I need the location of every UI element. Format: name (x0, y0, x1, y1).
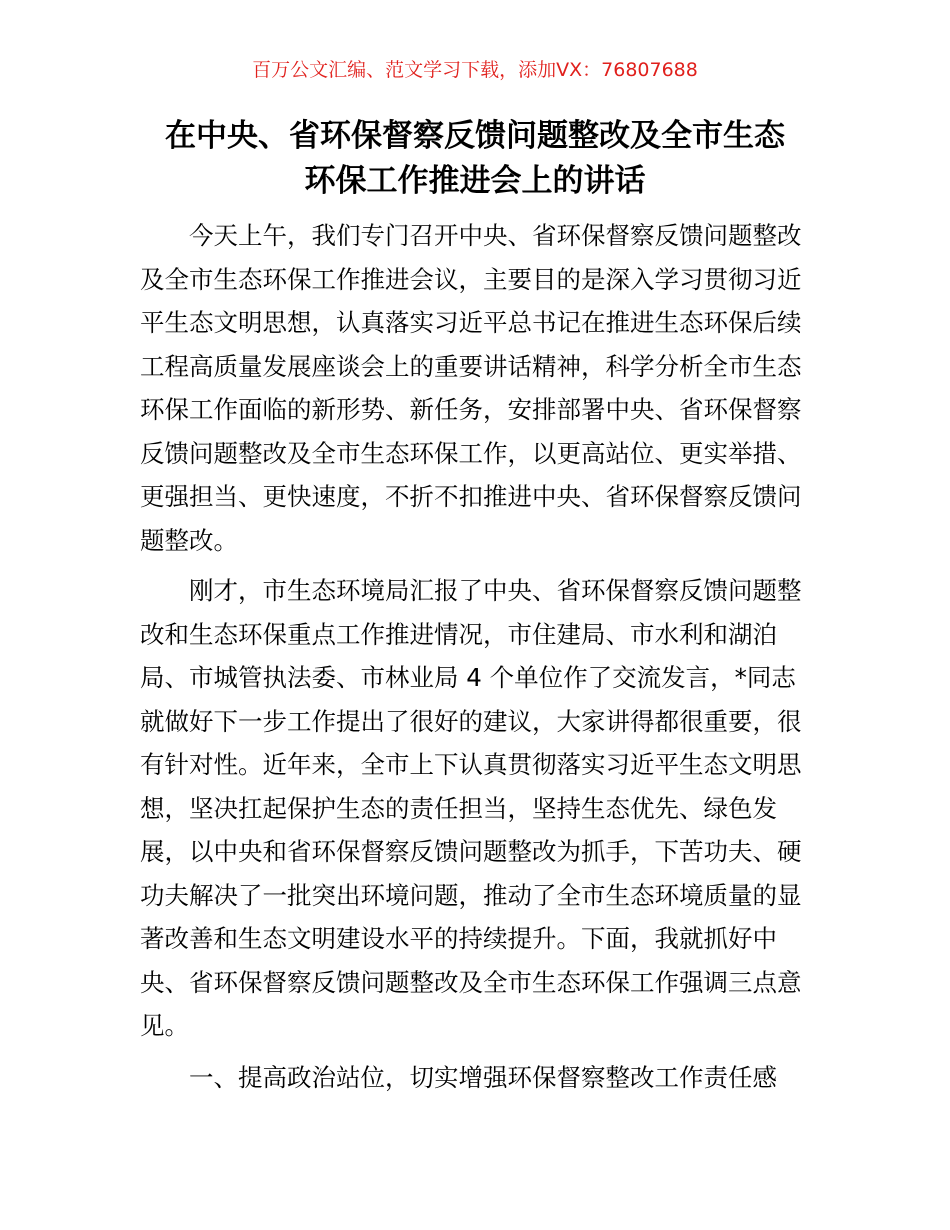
paragraph-line: 环保工作面临的新形势、新任务，安排部署中央、省环保督察 (140, 395, 802, 424)
paragraph-line: 局、市城管执法委、市林业局 4 个单位作了交流发言，*同志 (140, 663, 796, 692)
paragraph-line: 刚才，市生态环境局汇报了中央、省环保督察反馈问题整 (189, 576, 802, 605)
paragraph-1 (140, 214, 812, 562)
paragraph-line: 就做好下一步工作提出了很好的建议，大家讲得都很重要，很 (140, 706, 802, 736)
paragraph-line: 展，以中央和省环保督察反馈问题整改为抓手，下苦功夫、硬 (140, 837, 802, 866)
paragraph-line: 有针对性。近年来，全市上下认真贯彻落实习近平生态文明思 (140, 750, 802, 779)
paragraph-line: 反馈问题整改及全市生态环保工作，以更高站位、更实举措、 (140, 438, 802, 468)
paragraph-line: 今天上午，我们专门召开中央、省环保督察反馈问题整改 (189, 221, 802, 250)
document-title-line-1: 在中央、省环保督察反馈问题整改及全市生态 (165, 118, 785, 154)
paragraph-line: 见。 (140, 1011, 189, 1040)
paragraph-line: 想，坚决扛起保护生态的责任担当，坚持生态优先、绿色发 (140, 793, 777, 823)
paragraph-line: 更强担当、更快速度，不折不扣推进中央、省环保督察反馈问 (140, 482, 802, 511)
header-ad-text: 百万公文汇编、范文学习下载，添加VX：76807688 (252, 59, 698, 81)
section-heading (140, 1056, 812, 1100)
paragraph-line: 工程高质量发展座谈会上的重要讲话精神，科学分析全市生态 (140, 351, 802, 381)
paragraph-line: 著改善和生态文明建设水平的持续提升。下面，我就抓好中 (140, 924, 777, 953)
document-title-line-2: 环保工作推进会上的讲话 (304, 163, 646, 199)
paragraph-2 (140, 569, 812, 1048)
paragraph-line: 平生态文明思想，认真落实习近平总书记在推进生态环保后续 (140, 308, 802, 337)
paragraph-line: 改和生态环保重点工作推进情况，市住建局、市水利和湖泊 (140, 619, 777, 649)
paragraph-line: 题整改。 (140, 525, 238, 555)
paragraph-line: 功夫解决了一批突出环境问题，推动了全市生态环境质量的显 (140, 880, 802, 910)
paragraph-line: 央、省环保督察反馈问题整改及全市生态环保工作强调三点意 (140, 967, 802, 997)
paragraph-line: 及全市生态环保工作推进会议，主要目的是深入学习贯彻习近 (140, 264, 802, 294)
section-heading-line: 一、提高政治站位，切实增强环保督察整改工作责任感 (189, 1063, 777, 1092)
